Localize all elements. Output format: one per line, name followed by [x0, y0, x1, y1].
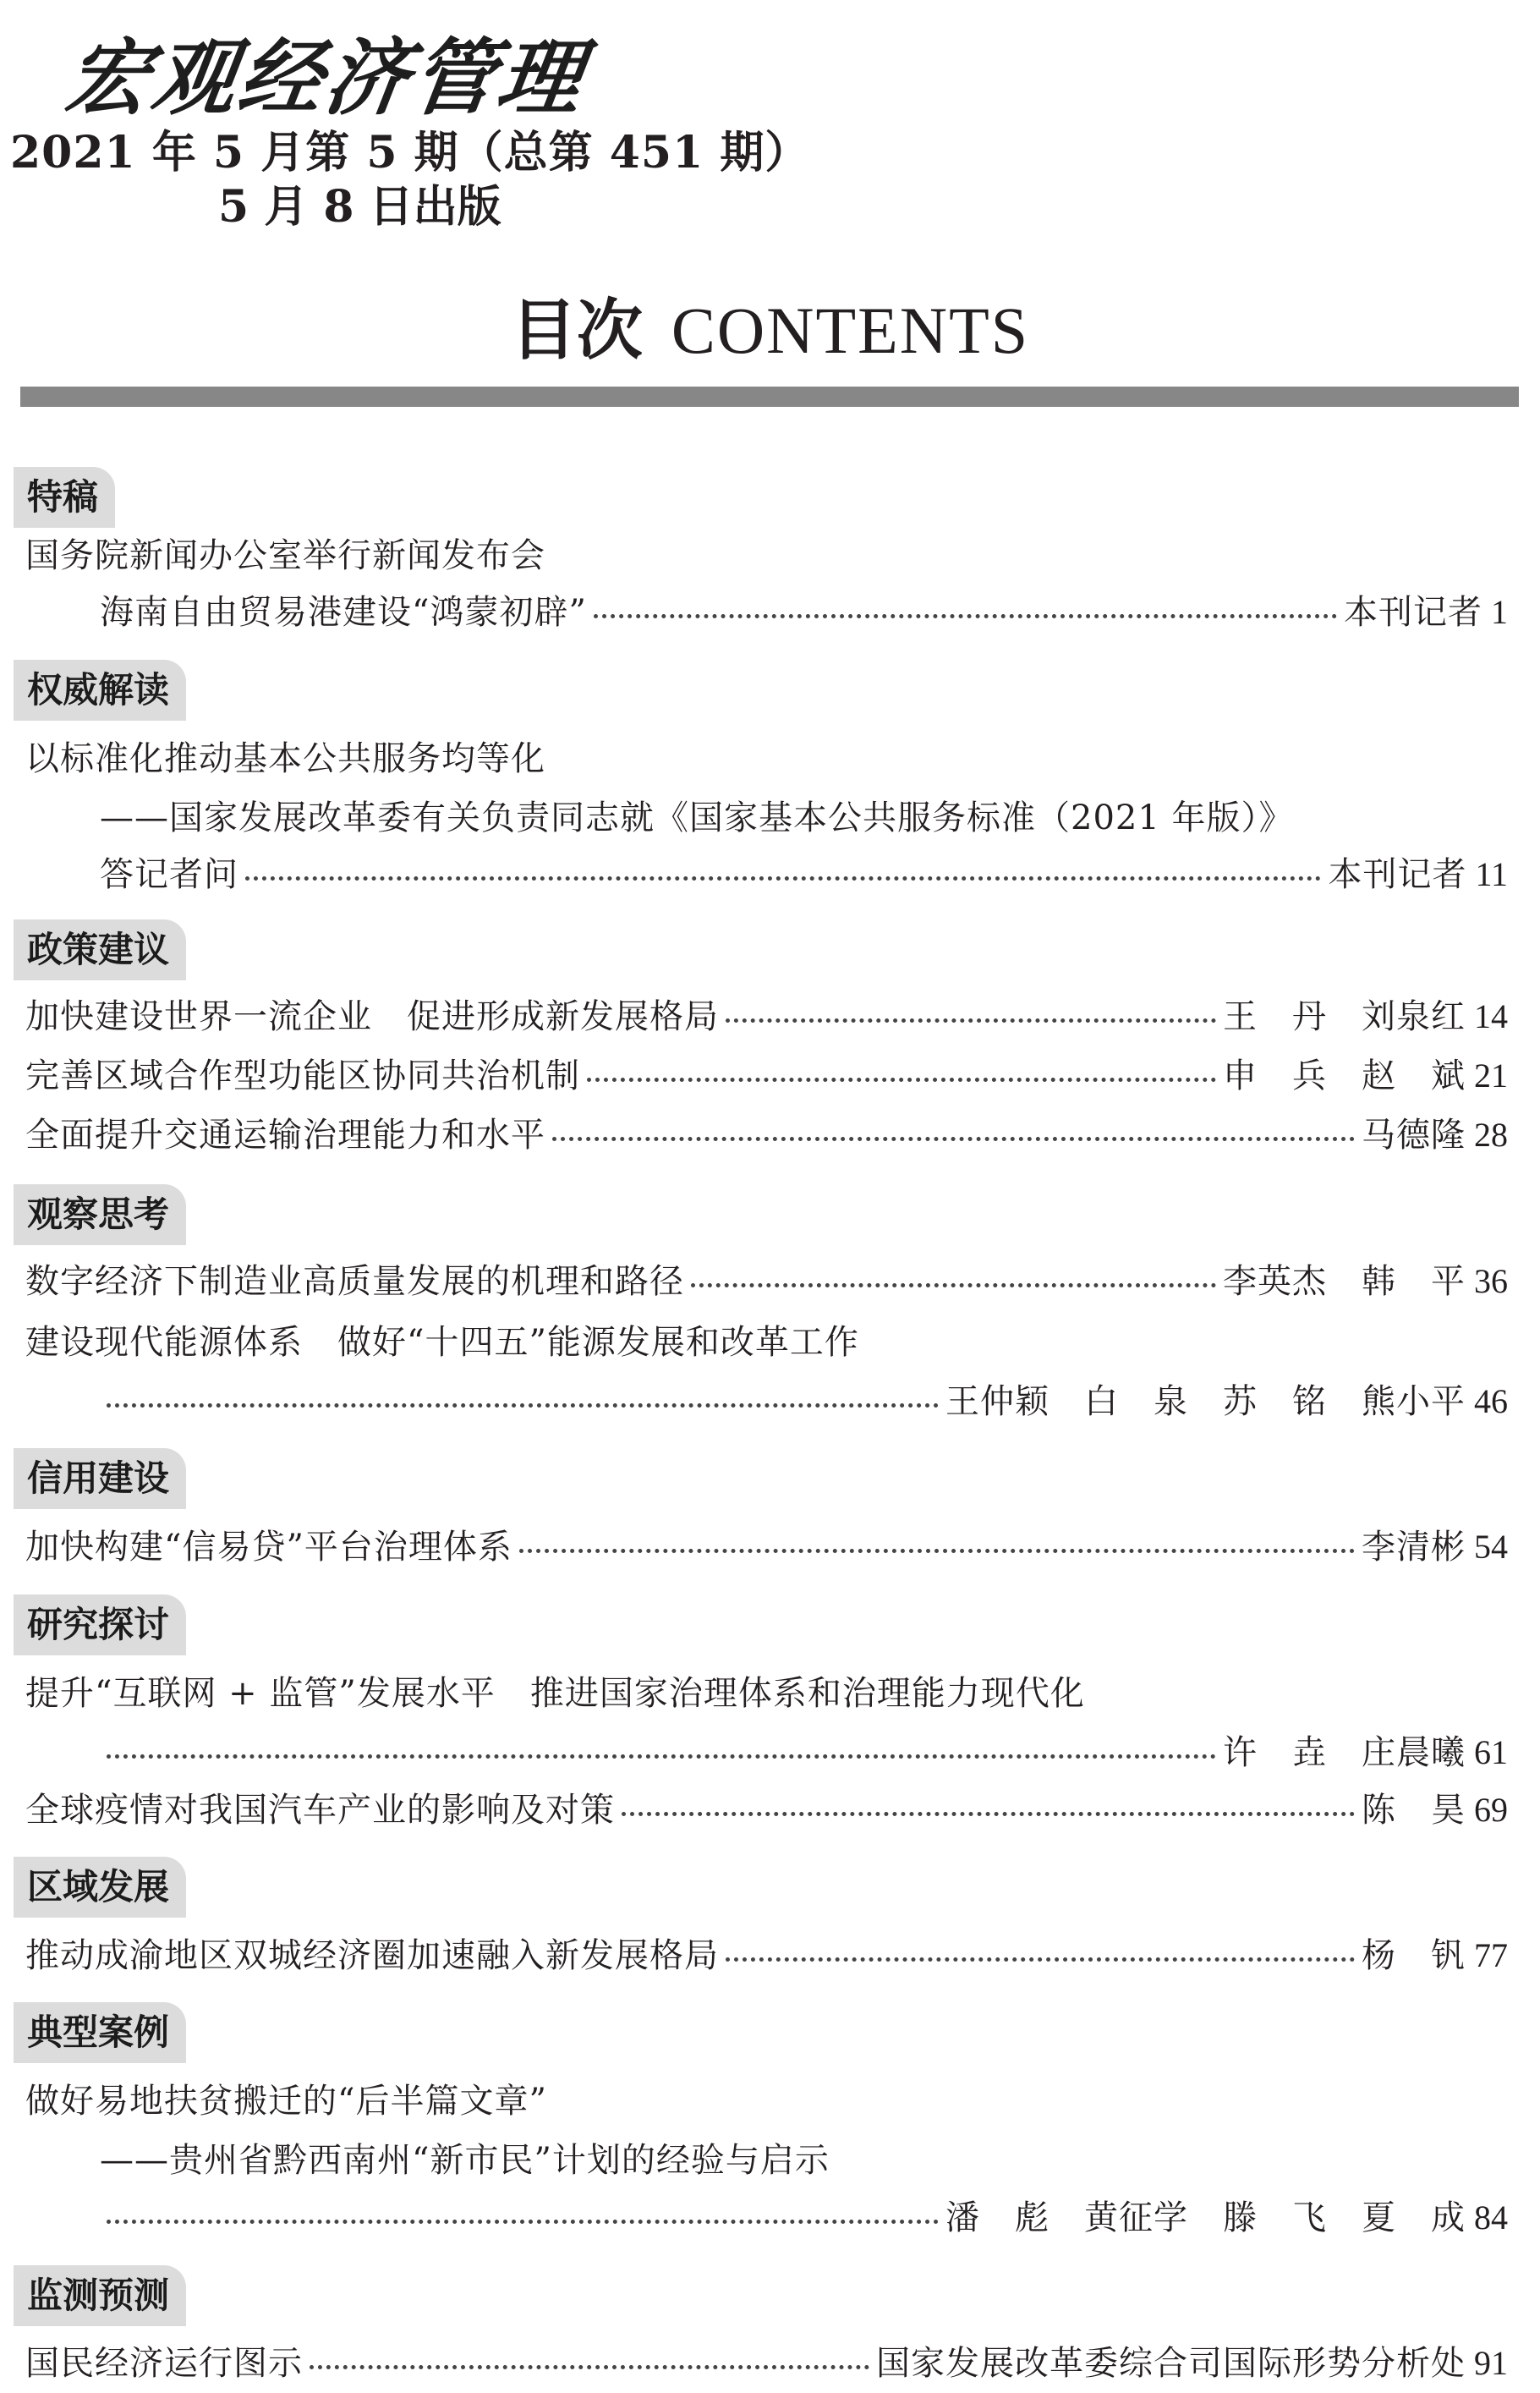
leader-dots	[107, 1393, 939, 1408]
entry-title-line: 以标准化推动基本公共服务均等化	[25, 739, 545, 778]
section-label-authoritative: 权威解读	[14, 660, 186, 721]
section-label-monitoring: 监测预测	[14, 2265, 186, 2326]
masthead: 宏观经济管理	[59, 30, 591, 127]
leader-dots	[245, 866, 1321, 881]
entry-title-line: 国务院新闻办公室举行新闻发布会	[25, 536, 545, 575]
entry-page: 77	[1474, 1936, 1508, 1974]
toc-entry[interactable]	[25, 1049, 1508, 1100]
entry-page: 69	[1474, 1791, 1508, 1829]
entry-page: 11	[1475, 855, 1508, 893]
entry-author: 国家发展改革委综合司国际形势分析处	[876, 2344, 1466, 2383]
entry-page: 1	[1491, 593, 1508, 631]
entry-title: 全面提升交通运输治理能力和水平	[25, 1116, 545, 1155]
section-label-research: 研究探讨	[14, 1594, 186, 1655]
toc-entry[interactable]	[100, 585, 1508, 636]
contents-title-en: CONTENTS	[671, 294, 1030, 367]
entry-author: 李清彬	[1362, 1528, 1466, 1567]
entry-title: 完善区域合作型功能区协同共治机制	[25, 1057, 580, 1095]
toc-entry[interactable]	[25, 990, 1508, 1040]
leader-dots	[107, 1744, 1216, 1759]
entry-page: 54	[1474, 1528, 1508, 1566]
toc-entry[interactable]	[100, 1375, 1508, 1425]
entry-author: 王 丹 刘泉红	[1223, 997, 1466, 1036]
toc-entry[interactable]	[25, 1520, 1508, 1571]
section-label-regional: 区域发展	[14, 1857, 186, 1918]
entry-page: 28	[1474, 1116, 1508, 1154]
entry-page: 46	[1474, 1382, 1508, 1420]
header-rule	[20, 387, 1519, 407]
toc-entry[interactable]	[25, 2336, 1508, 2387]
leader-dots	[587, 1068, 1216, 1082]
contents-title	[0, 277, 1540, 372]
entry-author: 本刊记者	[1328, 855, 1467, 894]
leader-dots	[594, 604, 1337, 618]
entry-author: 陈 昊	[1362, 1791, 1466, 1830]
entry-page: 84	[1474, 2198, 1508, 2237]
entry-title-line: 提升“互联网 + 监管”发展水平 推进国家治理体系和治理能力现代化	[25, 1674, 1085, 1713]
toc-entry[interactable]	[100, 848, 1508, 898]
leader-dots	[310, 2355, 869, 2369]
entry-title: 推动成渝地区双城经济圈加速融入新发展格局	[25, 1936, 719, 1975]
section-label-cases: 典型案例	[14, 2002, 186, 2063]
entry-title: 数字经济下制造业高质量发展的机理和路径	[25, 1262, 684, 1301]
entry-author: 李英杰 韩 平	[1223, 1262, 1466, 1301]
entry-author: 本刊记者	[1344, 593, 1482, 632]
entry-page: 61	[1474, 1733, 1508, 1771]
entry-title: 海南自由贸易港建设“鸿蒙初辟”	[100, 593, 587, 632]
entry-title: 国民经济运行图示	[25, 2344, 303, 2383]
section-label-policy: 政策建议	[14, 919, 186, 980]
leader-dots	[622, 1802, 1355, 1816]
entry-page: 91	[1474, 2344, 1508, 2382]
toc-entry[interactable]	[25, 1254, 1508, 1305]
toc-entry[interactable]	[25, 1108, 1508, 1159]
leader-dots	[519, 1539, 1355, 1553]
entry-author: 许 垚 庄晨曦	[1223, 1733, 1466, 1772]
publication-date: 5 月 8 日出版	[218, 181, 501, 233]
entry-author: 王仲颖 白 泉 苏 铭 熊小平	[945, 1382, 1466, 1421]
leader-dots	[552, 1127, 1355, 1141]
entry-title: 全球疫情对我国汽车产业的影响及对策	[25, 1791, 615, 1830]
entry-page: 36	[1474, 1262, 1508, 1300]
leader-dots	[726, 1008, 1216, 1023]
entry-title-line: 做好易地扶贫搬迁的“后半篇文章”	[25, 2082, 547, 2121]
entry-title: 加快建设世界一流企业 促进形成新发展格局	[25, 997, 719, 1036]
leader-dots	[107, 2209, 939, 2224]
leader-dots	[726, 1947, 1355, 1962]
section-label-special: 特稿	[14, 467, 115, 528]
toc-entry[interactable]	[25, 1929, 1508, 1979]
section-label-credit: 信用建设	[14, 1448, 186, 1509]
toc-entry[interactable]	[100, 2191, 1508, 2242]
entry-page: 21	[1474, 1057, 1508, 1095]
entry-title: 答记者问	[100, 855, 238, 894]
entry-title-line: 建设现代能源体系 做好“十四五”能源发展和改革工作	[25, 1323, 859, 1362]
entry-subtitle-line: ——国家发展改革委有关负责同志就《国家基本公共服务标准（2021 年版）》	[100, 799, 1294, 837]
toc-entry[interactable]	[100, 1726, 1508, 1776]
entry-page: 14	[1474, 997, 1508, 1035]
entry-author: 申 兵 赵 斌	[1223, 1057, 1466, 1095]
entry-author: 马德隆	[1362, 1116, 1466, 1155]
leader-dots	[691, 1273, 1216, 1287]
entry-author: 杨 钒	[1362, 1936, 1466, 1975]
section-label-observation: 观察思考	[14, 1184, 186, 1245]
entry-title: 加快构建“信易贷”平台治理体系	[25, 1528, 512, 1567]
contents-title-cn: 目次	[510, 292, 643, 369]
toc-entry[interactable]	[25, 1783, 1508, 1834]
issue-info: 2021 年 5 月第 5 期（总第 451 期）	[10, 127, 810, 178]
entry-author: 潘 彪 黄征学 滕 飞 夏 成	[945, 2198, 1466, 2237]
entry-subtitle-line: ——贵州省黔西南州“新市民”计划的经验与启示	[100, 2141, 830, 2180]
